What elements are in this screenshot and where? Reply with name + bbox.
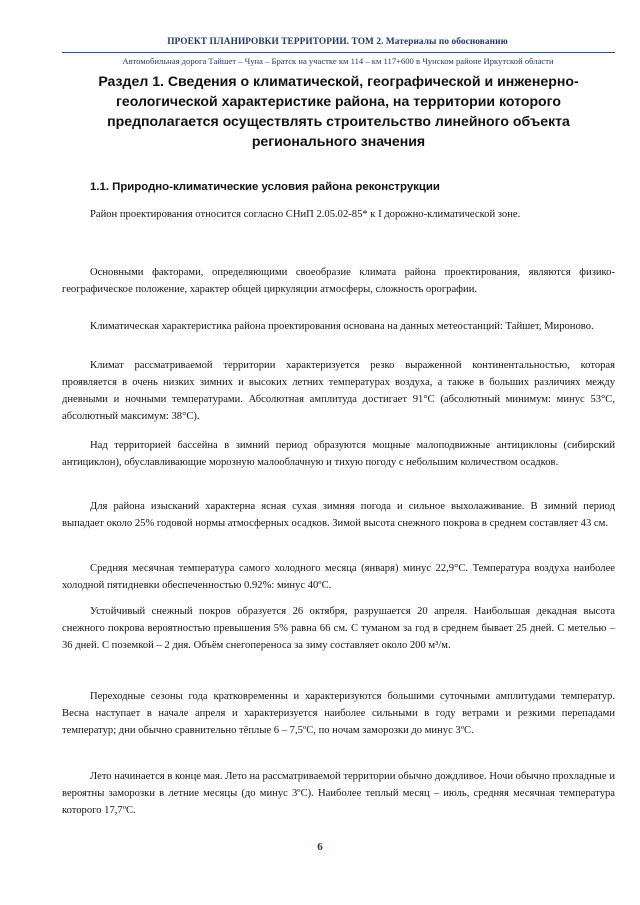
paragraph: Над территорией бассейна в зимний период образуются мощные малоподвижные антициклоны (сибирский антициклон), обуславливающие морозную малооблачную и тихую погоду с небольшим количеством осадков. — [62, 440, 615, 469]
paragraph: Переходные сезоны года кратковременны и характеризуются большими суточными амплитудами температур. Весна наступает в начале апреля и характеризуется наиболее сильными в году ветрами и резкими перепадами температур; дни обычно сравнительно тёплые 6 – 7,5ºС, по ночам заморозки до минус 3ºС. — [62, 691, 615, 737]
paragraph: Лето начинается в конце мая. Лето на рассматриваемой территории обычно дождливое. Ночи обычно прохладные и вероятны заморозки в летние месяцы (до минус 3ºС). Наиболее теплый месяц – июль, средняя месячная температура которого 17,7ºС. — [62, 771, 615, 817]
page-number: 6 — [317, 841, 323, 853]
header-subtitle: Автомобильная дорога Тайшет – Чуна – Братск на участке км 114 – км 117+600 в Чунском районе Иркутской области — [122, 56, 554, 66]
header-divider — [62, 52, 615, 53]
subsection-title: 1.1. Природно-климатические условия района реконструкции — [90, 181, 440, 193]
paragraph: Устойчивый снежный покров образуется 26 октября, разрушается 20 апреля. Наибольшая декадная высота снежного покрова вероятностью превышения 5% равна 66 см. С туманом за год в среднем бывает 25 дней. С метелью – 36 дней. С поземкой – 2 дня. Объём снегопереноса за зиму составляет около 200 м³/м. — [62, 606, 615, 652]
paragraph: Климат рассматриваемой территории характеризуется резко выраженной континентальностью, которая проявляется в очень низких зимних и высоких летних температурах воздуха, а также в больших различиях между дневными и ночными температурами. Абсолютная амплитуда достигает 91°С (абсолютный минимум: минус 53°С, абсолютный максимум: 38°С). — [62, 360, 615, 423]
section-title: Раздел 1. Сведения о климатической, географической и инженерно-геологической характеристике района, на территории которого предполагается осуществлять строительство линейного объекта регионального значения — [98, 73, 579, 149]
paragraph: Район проектирования относится согласно СНиП 2.05.02-85* к I дорожно-климатической зоне. — [90, 209, 521, 220]
paragraph: Климатическая характеристика района проектирования основана на данных метеостанций: Тайшет, Мироново. — [90, 321, 594, 332]
paragraph: Средняя месячная температура самого холодного месяца (января) минус 22,9°С. Температура воздуха наиболее холодной пятидневки обеспеченностью 0.92%: минус 40ºС. — [62, 563, 615, 592]
paragraph: Основными факторами, определяющими своеобразие климата района проектирования, являются физико-географическое положение, характер общей циркуляции атмосферы, сложность орографии. — [62, 267, 615, 296]
paragraph: Для района изысканий характерна ясная сухая зимняя погода и сильное выхолаживание. В зимний период выпадает около 25% годовой нормы атмосферных осадков. Зимой высота снежного покрова в среднем составляет 43 см. — [62, 501, 615, 530]
header-title: ПРОЕКТ ПЛАНИРОВКИ ТЕРРИТОРИИ. ТОМ 2. Материалы по обоснованию — [167, 37, 508, 47]
